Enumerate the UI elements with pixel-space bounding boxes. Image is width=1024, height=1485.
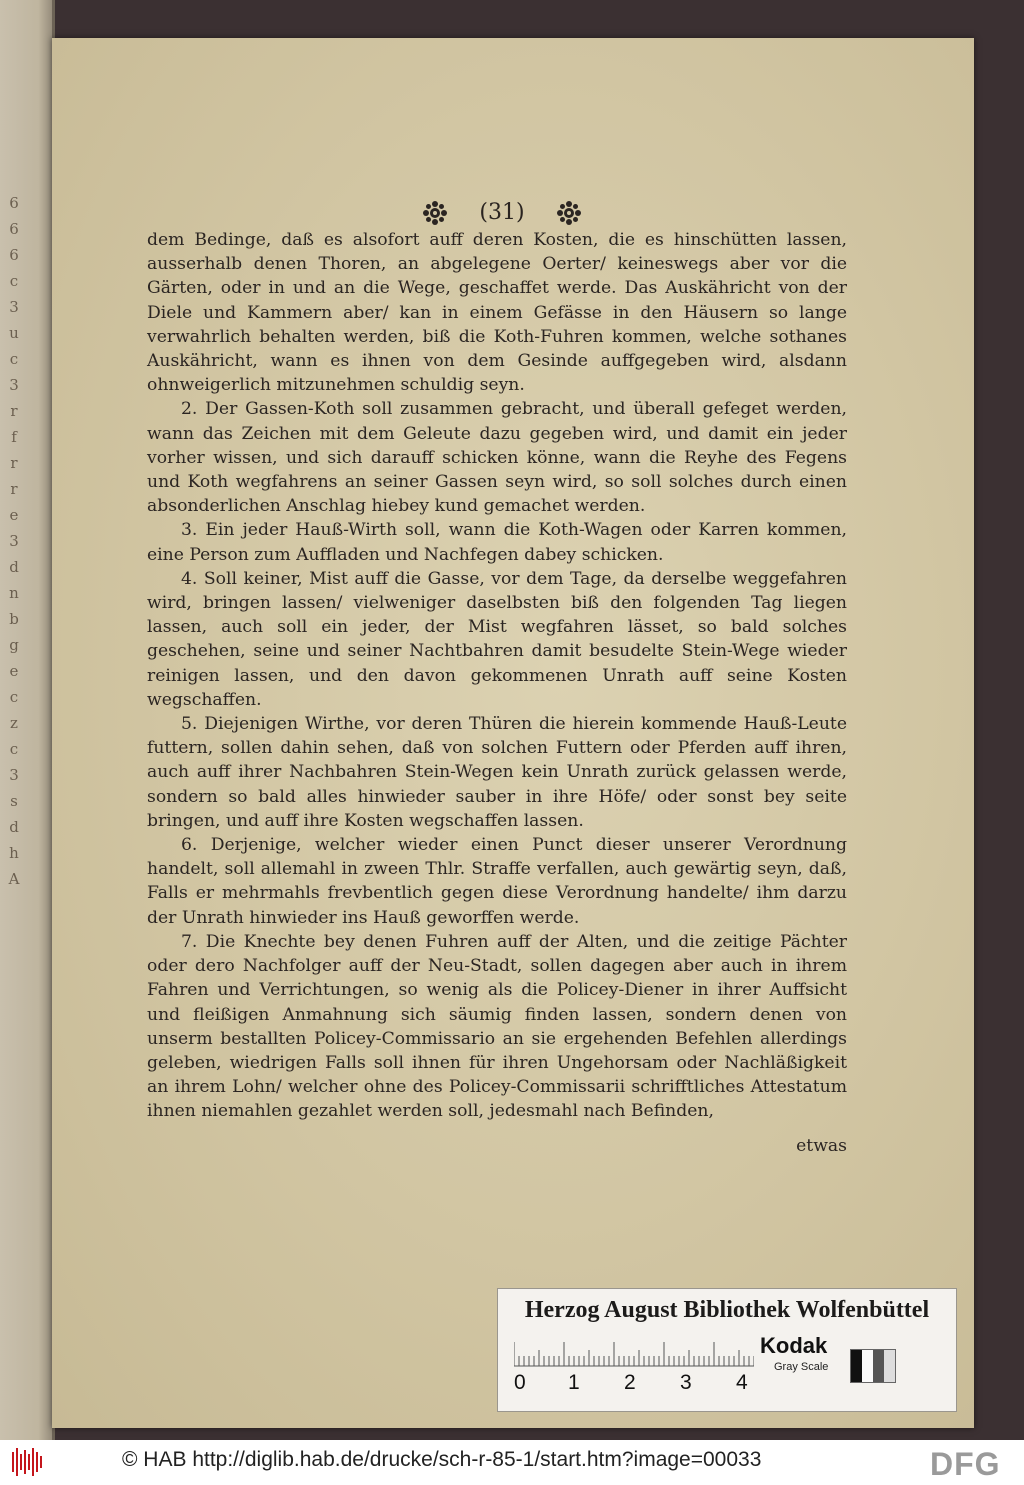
kodak-logo: Kodak bbox=[760, 1333, 828, 1358]
margin-mark: r bbox=[10, 402, 18, 420]
paragraph-6: 6. Derjenige, welcher wieder einen Punct dieser unserer Verordnung handelt, soll allemahl in zween Thlr. Straffe verfallen, auch gewärtig seyn, daß, Falls er mehrmahls frevbentlich gegen diese Verordnung handelte/ ihm darzu der Unrath hinwieder ins Hauß geworffen werde. bbox=[147, 835, 847, 928]
ruler-number: 1 bbox=[568, 1371, 580, 1394]
margin-mark: c bbox=[9, 350, 19, 368]
margin-mark: 6 bbox=[9, 220, 19, 238]
page-body-text bbox=[147, 228, 847, 1124]
margin-mark: d bbox=[9, 818, 19, 836]
previous-page-edge bbox=[0, 0, 55, 1440]
margin-mark: 3 bbox=[9, 376, 19, 394]
margin-mark: c bbox=[9, 272, 19, 290]
flower-ornament-icon bbox=[422, 200, 448, 226]
margin-mark: c bbox=[9, 688, 19, 706]
margin-mark: A bbox=[8, 870, 20, 888]
margin-mark: 3 bbox=[9, 532, 19, 550]
margin-mark: e bbox=[9, 506, 19, 524]
ruler-number: 4 bbox=[736, 1371, 748, 1394]
ruler-number: 3 bbox=[680, 1371, 692, 1394]
margin-mark: e bbox=[9, 662, 19, 680]
margin-mark: r bbox=[10, 480, 18, 498]
margin-marks bbox=[2, 190, 26, 892]
margin-mark: c bbox=[9, 740, 19, 758]
ruler-scale bbox=[514, 1341, 754, 1367]
gray-scale-patch bbox=[850, 1349, 896, 1383]
dfg-logo: DFG bbox=[930, 1446, 1001, 1482]
margin-mark: n bbox=[9, 584, 19, 602]
library-title: Herzog August Bibliothek Wolfenbüttel bbox=[524, 1297, 930, 1323]
margin-mark: s bbox=[10, 792, 18, 810]
flower-ornament-icon bbox=[556, 200, 582, 226]
paragraph-continued: dem Bedinge, daß es alsofort auff deren Kosten, die es hinschütten lassen, ausserhalb denen Thoren, an abgelegene Oerter/ keineswegs aber vor die Gärten, oder in und an die Wege, geschaffet werde. Das Auskähricht von der Diele und Kammern aber/ kan in einem Gefässe in den Häusern so lange verwahrlich behalten werden, biß die Koth-Fuhren kommen, welche sothanes Auskähricht, wann es ihnen von dem Gesinde auffgegeben wird, alsdann ohnweigerlich mitzunehmen schuldig seyn. bbox=[147, 230, 847, 396]
margin-mark: f bbox=[11, 428, 17, 446]
paragraph-5: 5. Diejenigen Wirthe, vor deren Thüren die hierein kommende Hauß-Leute futtern, sollen dahin sehen, daß von solchen Futtern oder Pferden auff ihren, auch auff ihrer Nachbahren Stein-Wegen kein Unrath zurück gelassen werde, sondern so bald alles hinwieder sauber in ihre Höfe/ oder sonst bey seite bringen, und auff ihre Kosten wegschaffen lassen. bbox=[147, 714, 847, 831]
margin-mark: g bbox=[9, 636, 19, 654]
ruler-number: 0 bbox=[514, 1371, 526, 1394]
paragraph-7: 7. Die Knechte bey denen Fuhren auff der Alten, und die zeitige Pächter oder dero Nachfolger auff der Neu-Stadt, sollen dagegen aber auch in ihrem Fahren und Verrichtungen, so wenig als die Policey-Diener in ihrer Auffsicht und fleißigen Anmahnung sich säumig finden lassen, sondern denen von unserm bestallten Policey-Commissario an sie ergehenden Befehlen allerdings geleben, wiedrigen Falls soll ihnen für ihren Ungehorsam oder Nachläßigkeit an ihrem Lohn/ welcher ohne des Policey-Commissarii schrifftliches Attestatum ihnen niemahlen gezahlet werden soll, jedesmahl nach Befinden, bbox=[147, 931, 847, 1122]
gray-scale-label: Gray Scale bbox=[774, 1361, 829, 1373]
page-header bbox=[422, 198, 582, 232]
paragraph-3: 3. Ein jeder Hauß-Wirth soll, wann die Koth-Wagen oder Karren kommen, eine Person zum Auffladen und Nachfegen dabey schicken. bbox=[147, 520, 847, 565]
margin-mark: 6 bbox=[9, 194, 19, 212]
margin-mark: 6 bbox=[9, 246, 19, 264]
library-color-card bbox=[497, 1288, 957, 1412]
margin-mark: u bbox=[9, 324, 19, 342]
margin-mark: 3 bbox=[9, 766, 19, 784]
margin-mark: b bbox=[9, 610, 19, 628]
catchword: etwas bbox=[796, 1136, 847, 1156]
margin-mark: h bbox=[9, 844, 19, 862]
ruler-number: 2 bbox=[624, 1371, 636, 1394]
book-page bbox=[52, 38, 974, 1428]
margin-mark: d bbox=[9, 558, 19, 576]
page-number: (31) bbox=[479, 200, 525, 225]
barcode-icon bbox=[12, 1448, 42, 1476]
margin-mark: r bbox=[10, 454, 18, 472]
paragraph-2: 2. Der Gassen-Koth soll zusammen gebracht, und überall gefeget werden, wann das Zeichen mit dem Geleute dazu gegeben wird, und damit ein jeder vorher wissen, und sich darauff schicken könne, wann die Reyhe des Fegens und Koth wegfahrens an seiner Gassen seyn wird, so soll solches durch einen absonderlichen Anschlag hiebey kund gemachet werden. bbox=[147, 399, 847, 517]
margin-mark: 3 bbox=[9, 298, 19, 316]
viewer-footer bbox=[0, 1440, 1024, 1485]
source-citation-link[interactable]: © HAB http://diglib.hab.de/drucke/sch-r-85-1/start.htm?image=00033 bbox=[122, 1448, 762, 1471]
paragraph-4: 4. Soll keiner, Mist auff die Gasse, vor dem Tage, da derselbe weggefahren wird, bringen lassen/ vielweniger daselbsten biß den folgenden Tag liegen lassen, auch soll ein jeder, der Mist wegfahren lässet, so bald solches geschehen, seine und seiner Nachtbahren damit besudelte Stein-Wege wieder reinigen lassen, und den davon gekommenen Unrath auff seine Kosten wegschaffen. bbox=[147, 568, 847, 710]
margin-mark: z bbox=[10, 714, 18, 732]
